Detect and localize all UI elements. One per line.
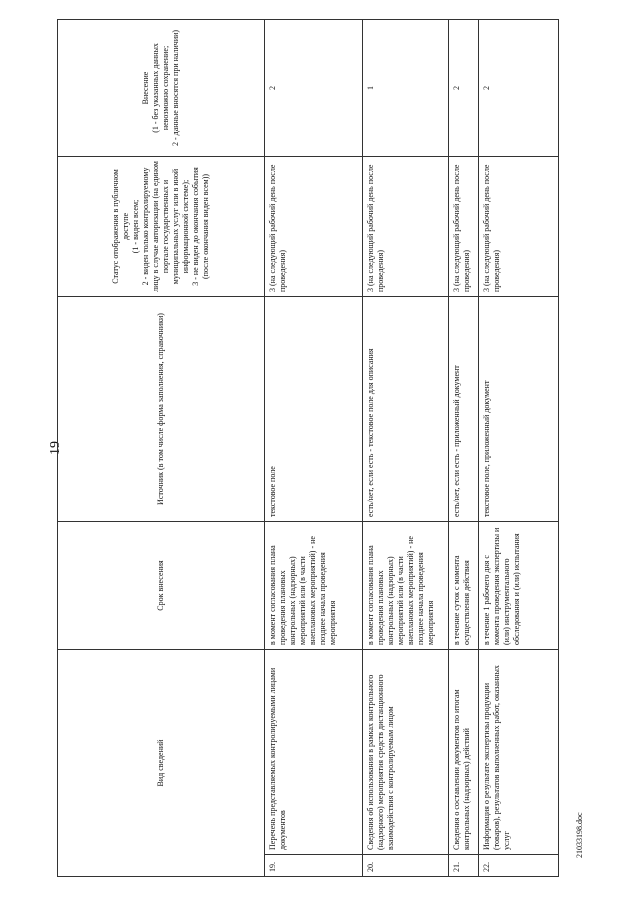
row-entry: 2 xyxy=(479,19,559,156)
header-entry: Внесение (1 - без указанных данных невозможно сохранение; 2 - данные вносятся при наличии) xyxy=(58,19,265,156)
row-status: 3 (на следующий рабочий день после проведения) xyxy=(479,156,559,296)
row-entry: 2 xyxy=(265,19,363,156)
row-status: 3 (на следующий рабочий день после проведения) xyxy=(265,156,363,296)
row-source: есть/нет, если есть - приложенный документ xyxy=(449,296,479,521)
row-deadline: в течение суток с момента осуществления действия xyxy=(449,521,479,649)
page-number: 19 xyxy=(48,441,63,455)
row-name: Сведения об использовании в рамках контрольного (надзорного) мероприятия средств дистанционного взаимодействия с контролируемым лицом xyxy=(363,649,449,854)
rotated-table-container xyxy=(57,20,620,877)
header-deadline: Срок внесения xyxy=(58,521,265,649)
row-deadline: в момент согласования плана проведения плановых контрольных (надзорных) мероприятий или (в части внеплановых мероприятий) - не позднее начала проведения мероприятия xyxy=(265,521,363,649)
table-row xyxy=(449,19,479,876)
table-row xyxy=(479,19,559,876)
header-source: Источник (в том числе форма заполнения, справочники) xyxy=(58,296,265,521)
row-number: 20. xyxy=(363,855,449,877)
row-name: Перечень представляемых контролируемыми лицами документов xyxy=(265,649,363,854)
row-number: 22. xyxy=(479,855,559,877)
table-row xyxy=(363,19,449,876)
row-name: Сведения о составлении документов по итогам контрольных (надзорных) действий xyxy=(449,649,479,854)
row-entry: 1 xyxy=(363,19,449,156)
file-id: 21033198.doc xyxy=(575,812,584,858)
row-status: 3 (на следующий рабочий день после проведения) xyxy=(363,156,449,296)
row-entry: 2 xyxy=(449,19,479,156)
table-row xyxy=(265,19,363,876)
row-source: текстовое поле, приложенный документ xyxy=(479,296,559,521)
row-number: 19. xyxy=(265,855,363,877)
row-source: есть/нет, если есть - текстовое поле для описания xyxy=(363,296,449,521)
row-name: Информация о результате экспертизы продукции (товаров), результатов выполненных работ, оказанных услуг xyxy=(479,649,559,854)
table-header-row xyxy=(58,19,265,876)
row-deadline: в течение 1 рабочего дня с момента проведения экспертизы и (или) инструментального обследования и (или) испытания xyxy=(479,521,559,649)
row-deadline: в момент согласования плана проведения плановых контрольных (надзорных) мероприятий или (в части внеплановых мероприятий) - не позднее начала проведения мероприятия xyxy=(363,521,449,649)
header-status: Статус отображения в публичном доступе (1 - виден всем; 2 - виден только контролируемому лицу в случае авторизации (на едином портале государственных и муниципальных услуг или в иной информационной системе); 3 - не виден до окончания события (после окончания виден всем)) xyxy=(58,156,265,296)
row-number: 21. xyxy=(449,855,479,877)
row-status: 3 (на следующий рабочий день после проведения) xyxy=(449,156,479,296)
data-table xyxy=(57,19,559,877)
row-source: текстовое поле xyxy=(265,296,363,521)
header-name: Вид сведений xyxy=(58,649,265,876)
